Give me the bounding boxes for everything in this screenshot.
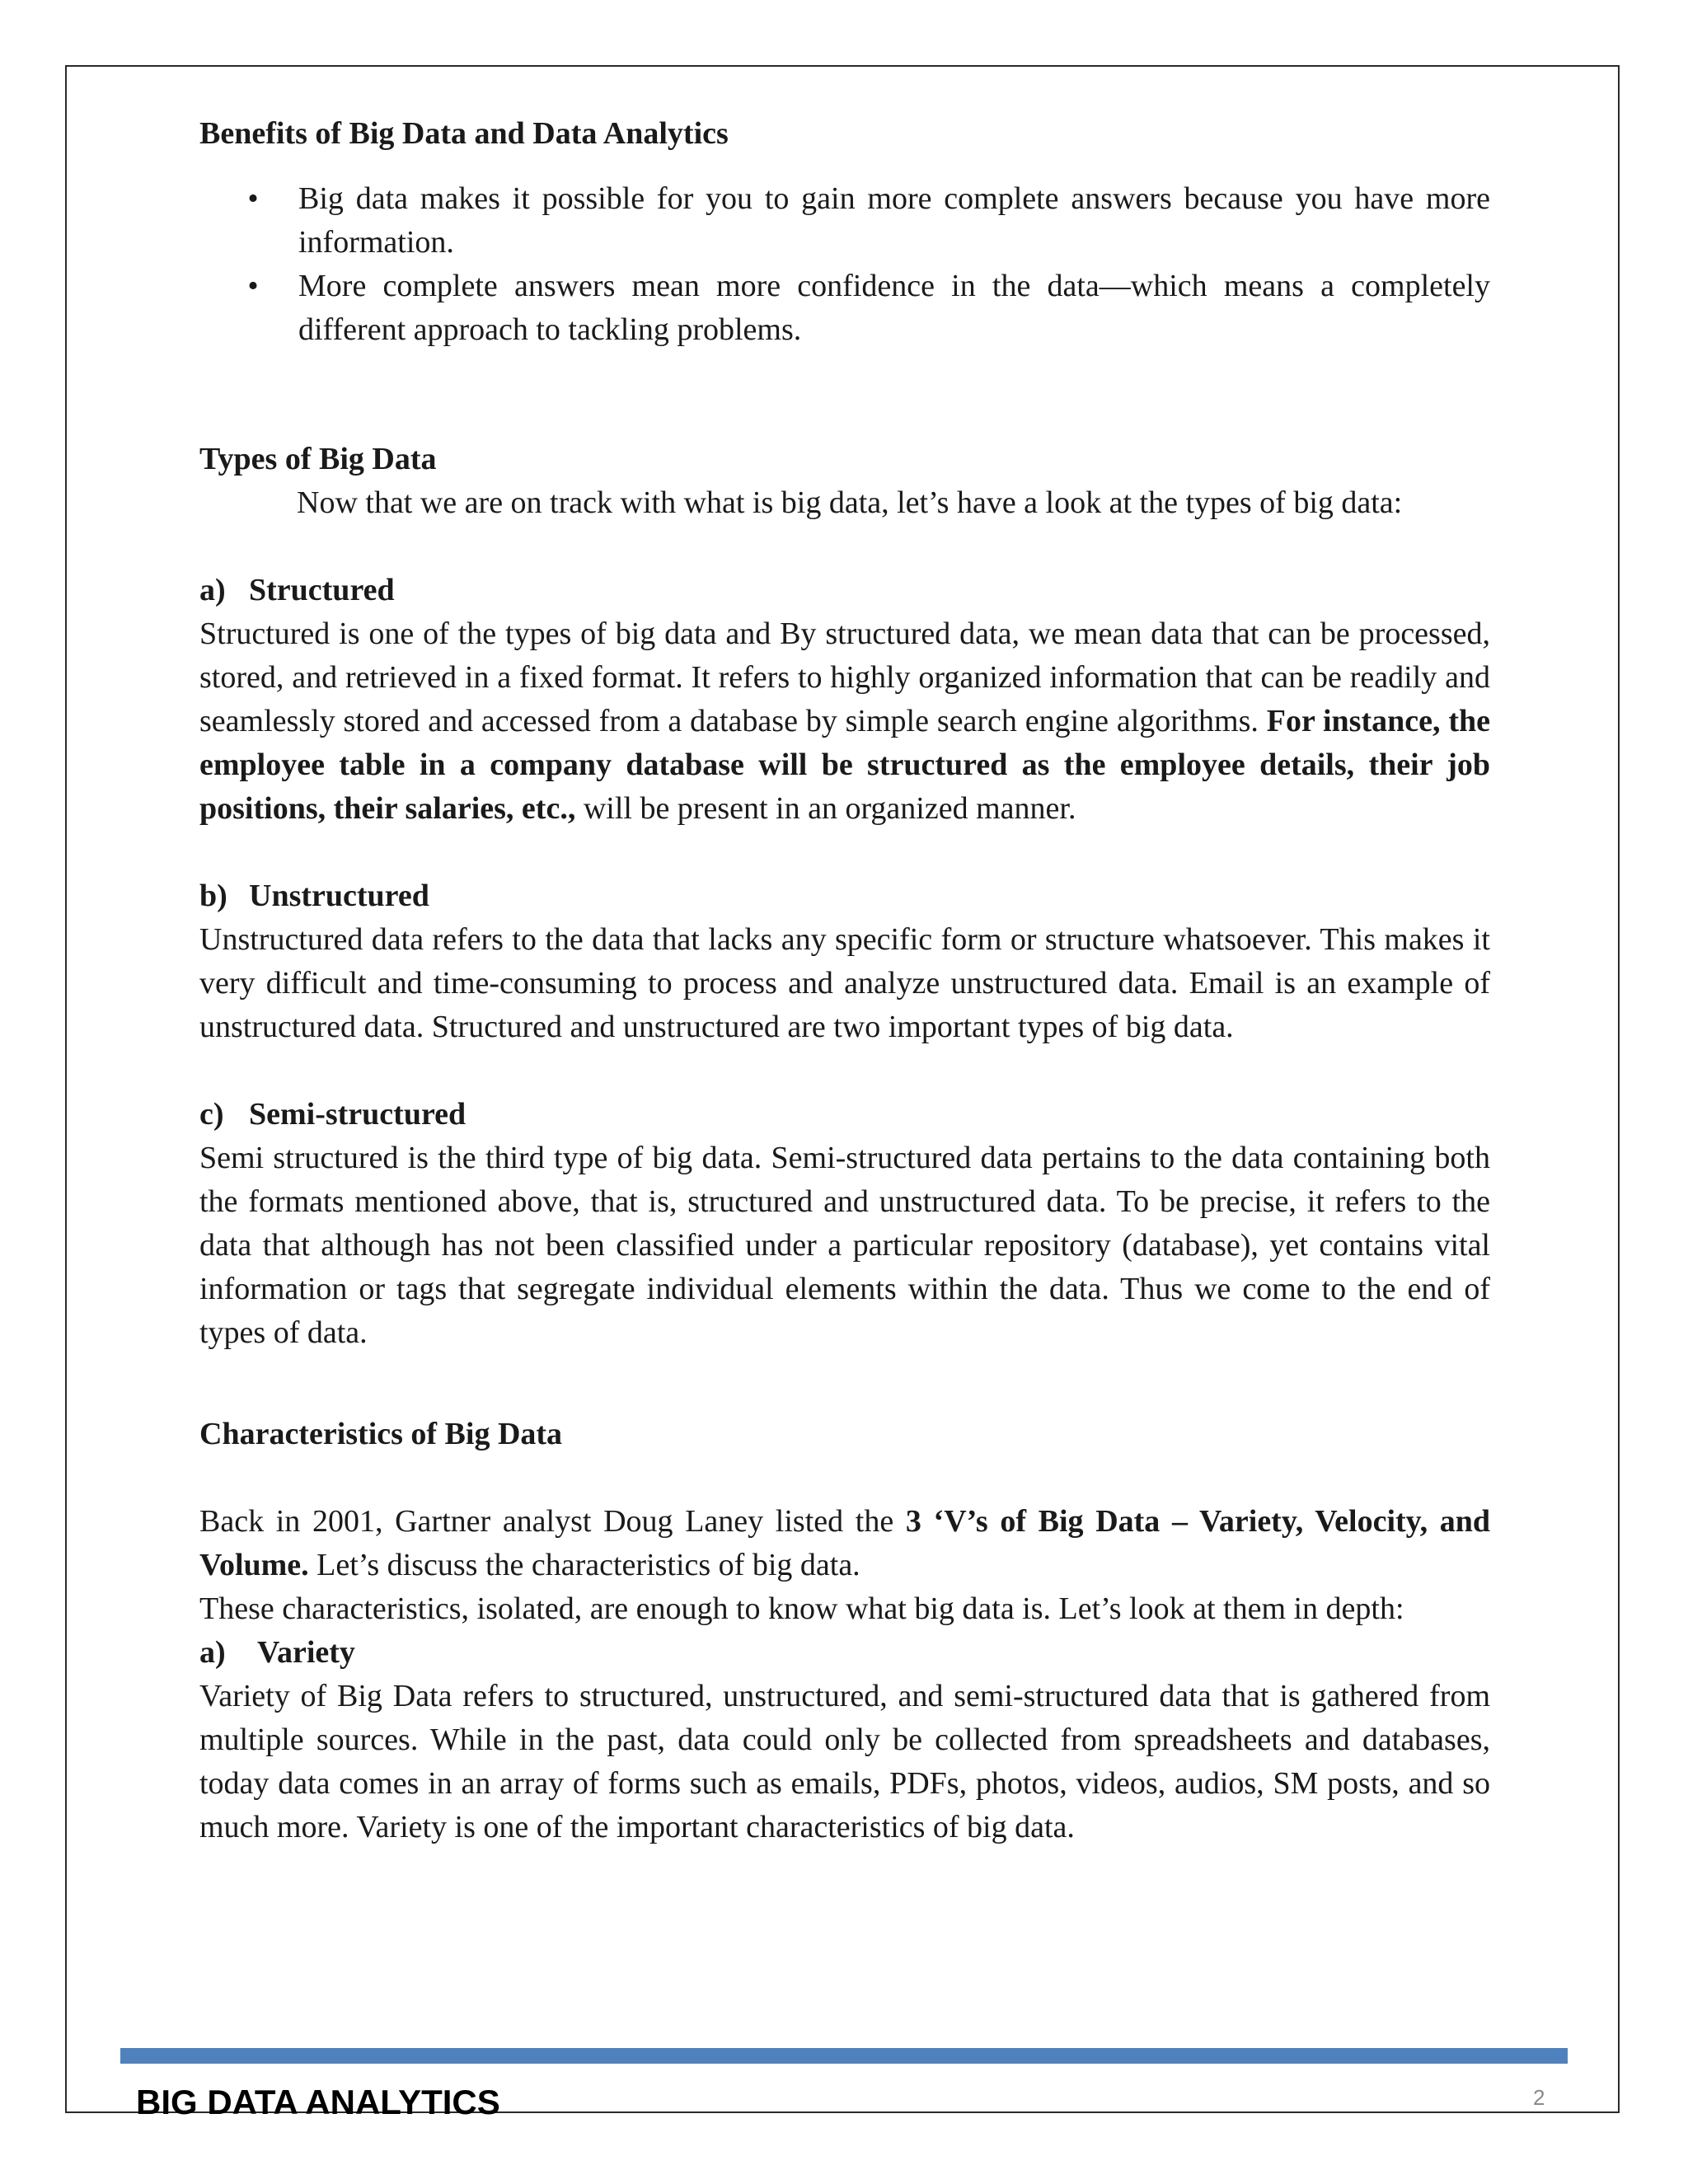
structured-heading xyxy=(199,569,1490,612)
page-number: 2 xyxy=(1533,2085,1545,2110)
characteristics-intro-line2: These characteristics, isolated, are enough to know what big data is. Let’s look at them in depth: xyxy=(199,1591,1404,1626)
variety-label: a) xyxy=(199,1635,226,1670)
semi-structured-heading xyxy=(199,1093,1490,1137)
unstructured-label: b) xyxy=(199,879,227,913)
benefits-list xyxy=(199,177,1490,352)
footer-title: BIG DATA ANALYTICS xyxy=(136,2083,500,2121)
footer-rule xyxy=(120,2048,1568,2064)
three-vs-highlight: 3 ‘V’s of Big Data – Variety, Velocity, and Volume. xyxy=(199,1504,1491,1582)
structured-paragraph xyxy=(199,612,1490,831)
characteristics-intro xyxy=(199,1500,1490,1587)
characteristics-heading: Characteristics of Big Data xyxy=(199,1417,563,1451)
bullet-icon: • xyxy=(247,269,259,303)
semi-structured-paragraph: Semi structured is the third type of big data. Semi-structured data pertains to the data containing both the formats mentioned above, that is, structured and unstructured data. To be precise, it refers to the data that although has not been classified under a particular repository (database), yet contains vital information or tags that segregate individual elements within the data. Thus we come to the end of types of data. xyxy=(199,1141,1490,1350)
variety-title: Variety xyxy=(257,1635,355,1670)
structured-text-end: will be present in an organized manner. xyxy=(575,791,1076,826)
unstructured-paragraph: Unstructured data refers to the data that lacks any specific form or structure whatsoever. This makes it very difficult and time-consuming to process and analyze unstructured data. Email is an example of unstructured data. Structured and unstructured are two important types of big data. xyxy=(199,922,1490,1044)
structured-title: Structured xyxy=(249,573,395,607)
unstructured-heading xyxy=(199,874,1490,918)
types-heading: Types of Big Data xyxy=(199,442,437,476)
document-body xyxy=(199,112,1490,1849)
semi-structured-title: Semi-structured xyxy=(249,1097,467,1132)
characteristics-intro-end: Let’s discuss the characteristics of big data. xyxy=(308,1548,860,1582)
variety-paragraph: Variety of Big Data refers to structured, unstructured, and semi-structured data that is gathered from multiple sources. While in the past, data could only be collected from spreadsheets and databases, today data comes in an array of forms such as emails, PDFs, photos, videos, audios, SM posts, and so much more. Variety is one of the important characteristics of big data. xyxy=(199,1679,1490,1844)
semi-structured-label: c) xyxy=(199,1097,224,1132)
types-intro: Now that we are on track with what is big data, let’s have a look at the types of big data: xyxy=(297,485,1403,520)
variety-heading xyxy=(199,1631,1490,1675)
structured-text: Structured is one of the types of big data and By structured data, we mean data that can be processed, stored, and retrieved in a fixed format. It refers to highly organized information that can be readily and seamlessly stored and accessed from a database by simple search engine algorithms. xyxy=(199,616,1490,738)
list-item xyxy=(199,177,1490,265)
bullet-text: More complete answers mean more confidence in the data—which means a completely different approach to tackling problems. xyxy=(298,269,1490,347)
unstructured-title: Unstructured xyxy=(249,879,429,913)
benefits-heading: Benefits of Big Data and Data Analytics xyxy=(199,116,729,151)
bullet-text: Big data makes it possible for you to gain more complete answers because you have more information. xyxy=(298,181,1490,260)
bullet-icon: • xyxy=(247,181,259,216)
list-item xyxy=(199,265,1490,352)
structured-label: a) xyxy=(199,573,226,607)
characteristics-intro-text: Back in 2001, Gartner analyst Doug Laney listed the xyxy=(199,1504,906,1539)
structured-example: For instance, the employee table in a company database will be structured as the employee details, their job positions, their salaries, etc., xyxy=(199,704,1491,826)
